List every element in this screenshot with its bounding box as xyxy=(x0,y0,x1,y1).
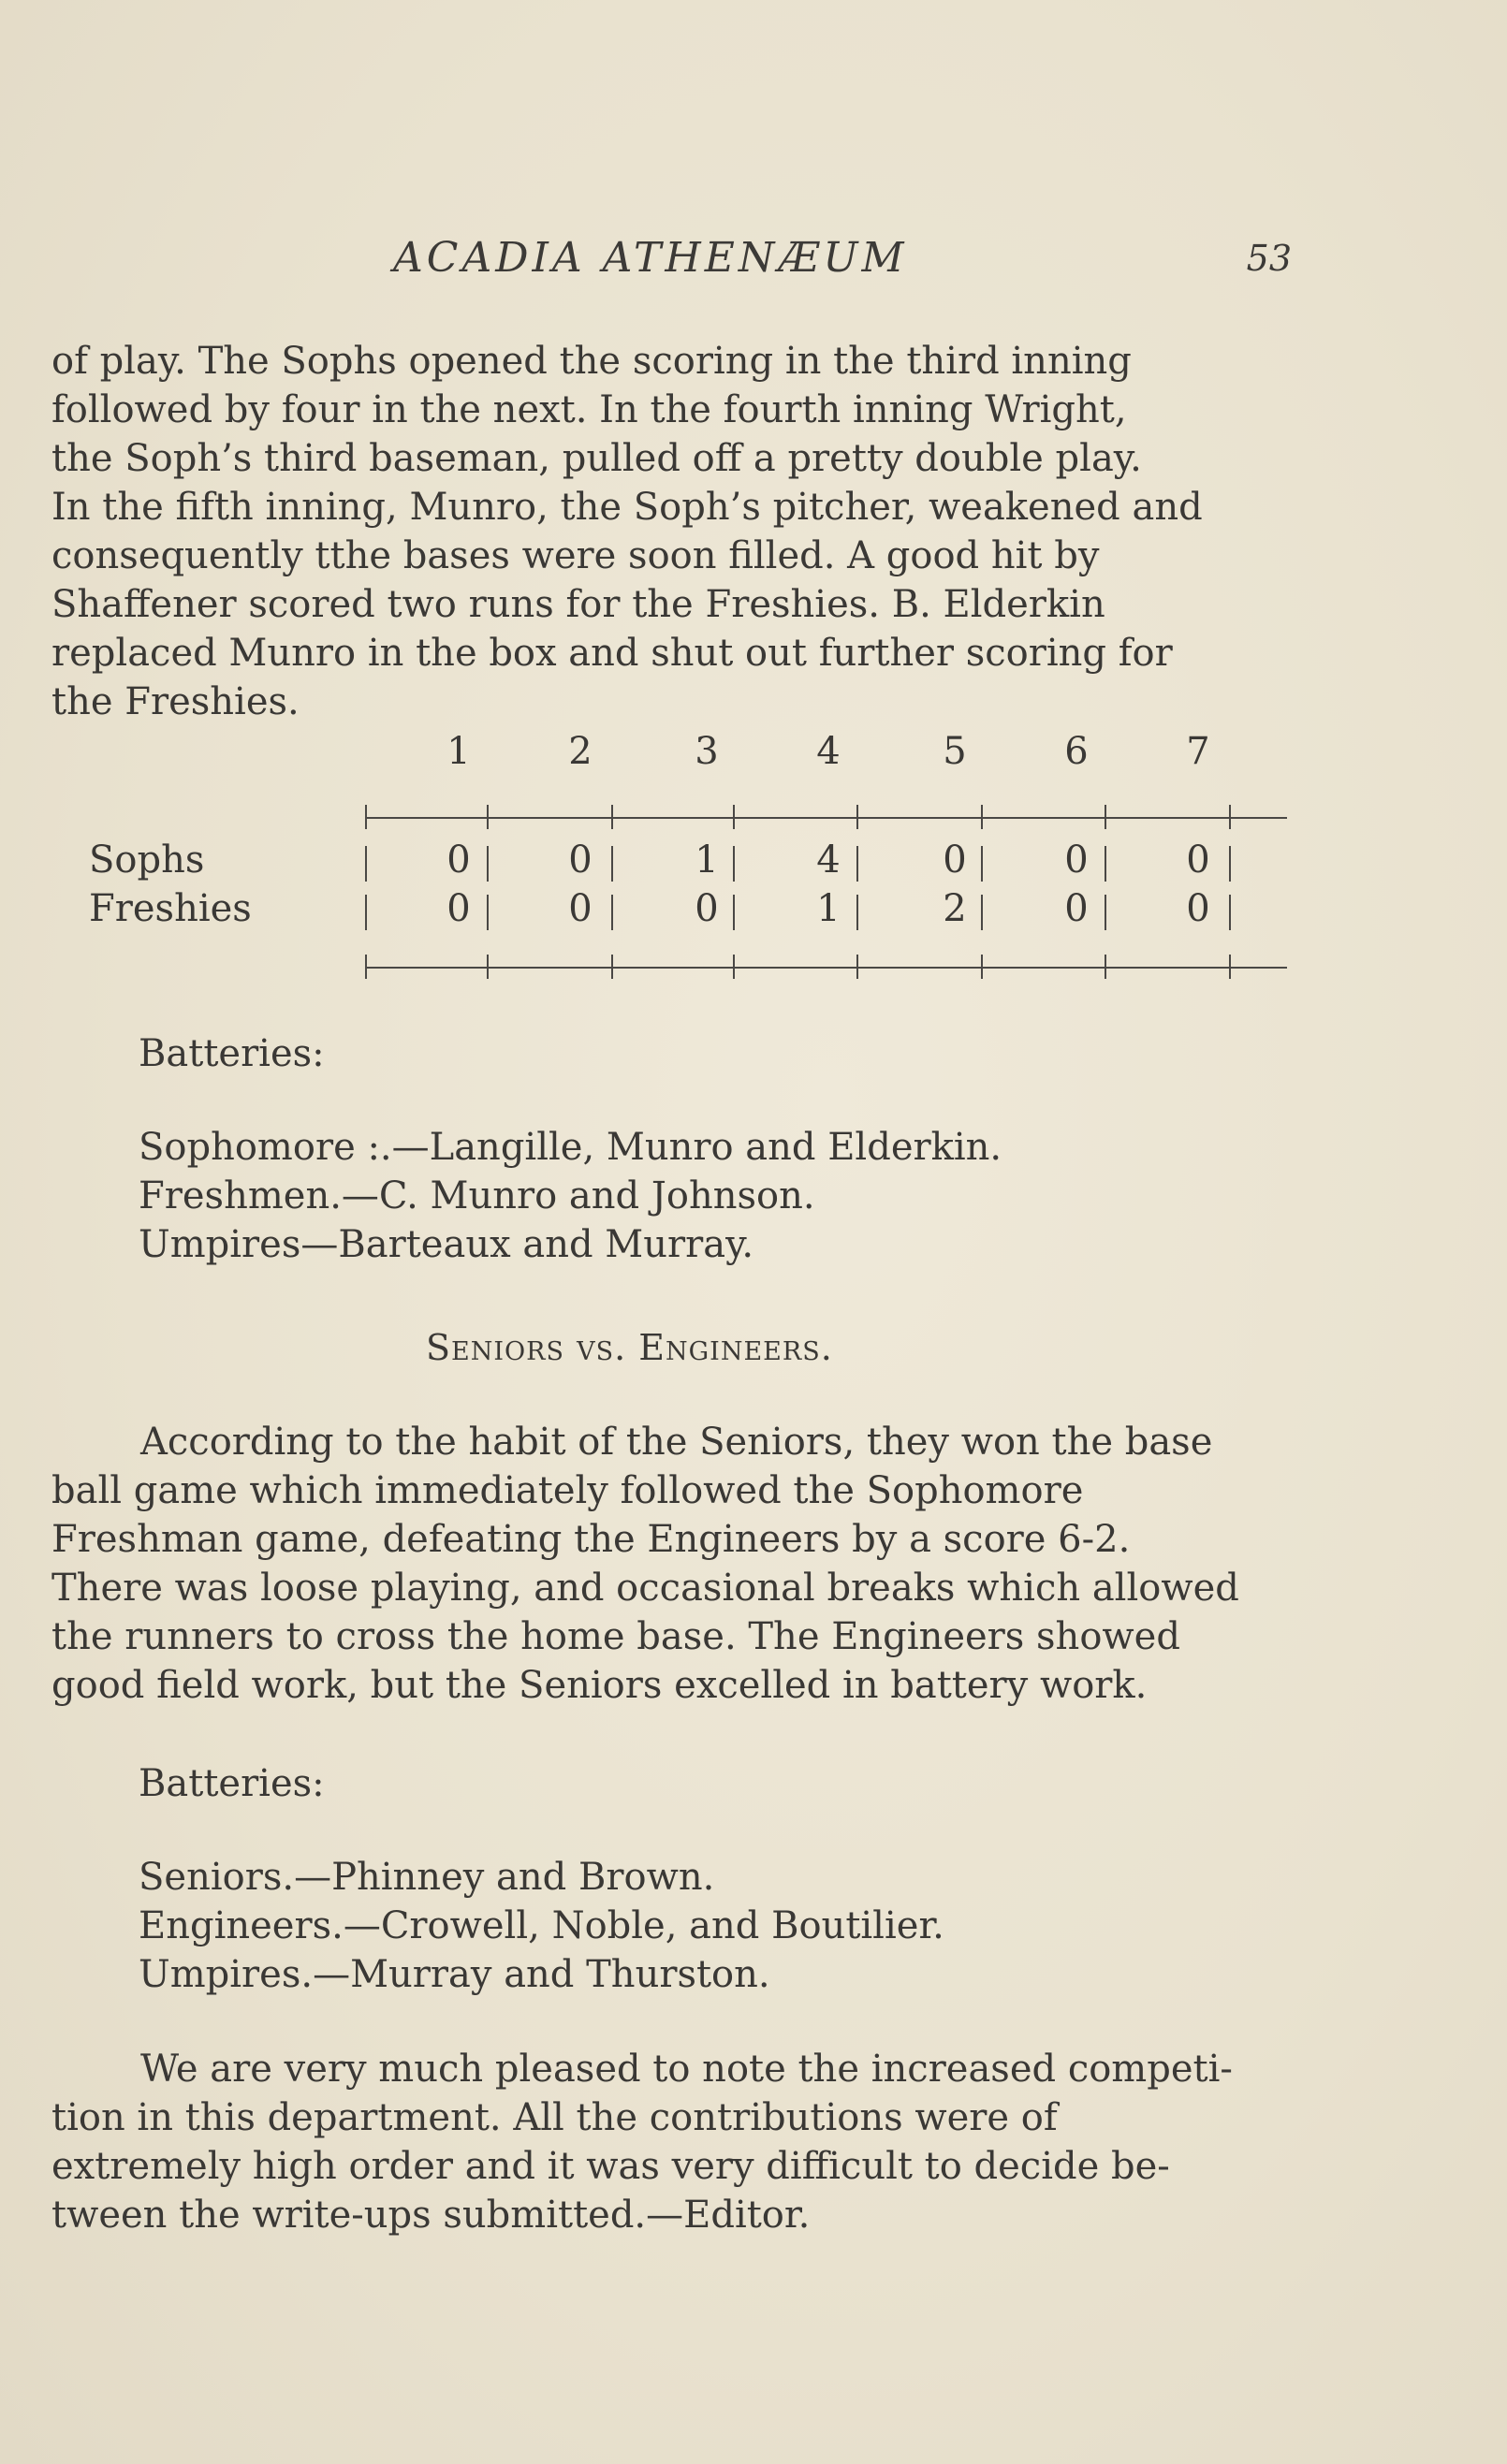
running-title: ACADIA ATHENÆUM xyxy=(393,234,908,282)
score-cell: 0 xyxy=(1064,838,1089,882)
score-cell: 1 xyxy=(695,838,719,882)
lineup-line: Sophomore :.—Langille, Munro and Elderkin. xyxy=(139,1126,1002,1169)
lineup-line: Engineers.—Crowell, Noble, and Boutilier. xyxy=(139,1904,944,1947)
text-line: We are very much pleased to note the increased competi- xyxy=(140,2048,1233,2091)
inning-header: 7 xyxy=(1186,730,1210,773)
text-line: the runners to cross the home base. The Engineers showed xyxy=(51,1615,1180,1658)
lineup-line: Umpires—Barteaux and Murray. xyxy=(139,1223,754,1266)
text-line: tween the write-ups submitted.—Editor. xyxy=(51,2194,811,2237)
text-line: According to the habit of the Seniors, they won the base xyxy=(140,1421,1213,1464)
inning-header: 5 xyxy=(943,730,967,773)
lineup-game-1 xyxy=(139,1123,1262,1269)
running-head xyxy=(393,234,1292,290)
text-line: tion in this department. All the contributions were of xyxy=(51,2096,1058,2139)
text-line: replaced Munro in the box and shut out further scoring for xyxy=(51,632,1173,675)
table-rule-top xyxy=(360,805,1287,829)
text-line: the Freshies. xyxy=(51,680,300,723)
paragraph-seniors-report xyxy=(51,1418,1287,1710)
table-rule-bottom xyxy=(360,955,1287,979)
text-line: followed by four in the next. In the fourth inning Wright, xyxy=(51,388,1127,431)
page-number: 53 xyxy=(1246,238,1292,279)
score-cell: 0 xyxy=(695,887,719,930)
text-line: In the fifth inning, Munro, the Soph’s pitcher, weakened and xyxy=(51,486,1203,529)
score-table xyxy=(51,730,1296,992)
inning-header: 3 xyxy=(695,730,719,773)
team-name-freshies: Freshies xyxy=(89,887,252,930)
section-heading-text: Seniors vs. Engineers. xyxy=(426,1327,833,1368)
text-line: consequently tthe bases were soon filled. A good hit by xyxy=(51,534,1100,577)
text-line: the Soph’s third baseman, pulled off a pretty double play. xyxy=(51,437,1142,480)
score-cell: 0 xyxy=(1064,887,1089,930)
score-cell: 4 xyxy=(816,838,841,882)
text-line: of play. The Sophs opened the scoring in the third inning xyxy=(51,340,1132,383)
text-line: Shaffener scored two runs for the Freshies. B. Elderkin xyxy=(51,583,1105,626)
score-cell: 0 xyxy=(943,838,967,882)
batteries-label-game-2: Batteries: xyxy=(139,1762,325,1805)
batteries-label-game-1: Batteries: xyxy=(139,1032,325,1075)
score-cell: 0 xyxy=(568,838,593,882)
score-cell: 2 xyxy=(943,887,967,930)
score-cell: 0 xyxy=(1186,887,1210,930)
text-line: There was loose playing, and occasional breaks which allowed xyxy=(51,1567,1239,1610)
text-line: good field work, but the Seniors excelled in battery work. xyxy=(51,1664,1148,1707)
editor-note xyxy=(51,2045,1287,2239)
score-cell: 0 xyxy=(446,838,471,882)
score-cell: 1 xyxy=(816,887,841,930)
score-cell: 0 xyxy=(446,887,471,930)
lineup-line: Seniors.—Phinney and Brown. xyxy=(139,1856,715,1899)
lineup-line: Umpires.—Murray and Thurston. xyxy=(139,1953,770,1996)
score-cell: 0 xyxy=(1186,838,1210,882)
score-cell: 0 xyxy=(568,887,593,930)
team-name-sophs: Sophs xyxy=(89,838,205,882)
inning-header: 4 xyxy=(816,730,841,773)
text-line: Freshman game, defeating the Engineers by a score 6-2. xyxy=(51,1518,1131,1561)
lineup-game-2 xyxy=(139,1853,1262,1999)
paragraph-game-report xyxy=(51,337,1287,726)
text-line: ball game which immediately followed the Sophomore xyxy=(51,1469,1084,1512)
inning-header: 1 xyxy=(446,730,471,773)
inning-header: 6 xyxy=(1064,730,1089,773)
lineup-line: Freshmen.—C. Munro and Johnson. xyxy=(139,1174,815,1217)
text-line: extremely high order and it was very difficult to decide be- xyxy=(51,2145,1170,2188)
inning-header: 2 xyxy=(568,730,593,773)
